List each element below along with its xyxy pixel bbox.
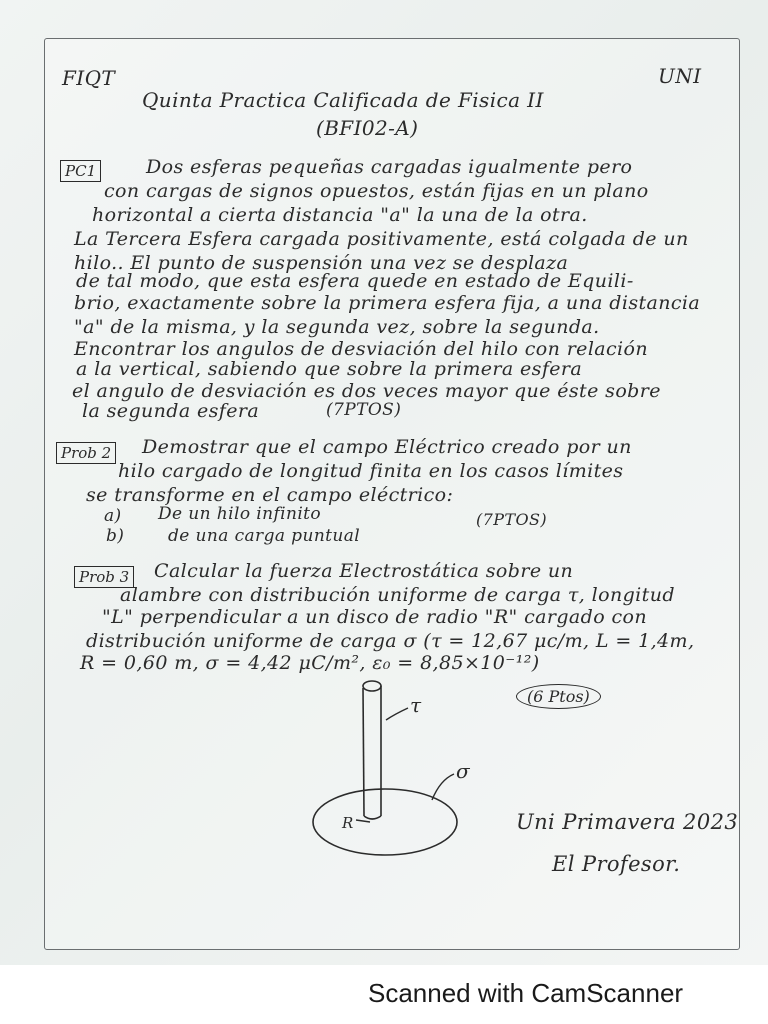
camscanner-watermark: Scanned with CamScanner bbox=[368, 978, 684, 1008]
problem1-line: "a" de la misma, y la segunda vez, sobre la segunda. bbox=[74, 316, 600, 338]
problem1-line: Dos esferas pequeñas cargadas igualmente pero bbox=[146, 156, 633, 178]
wire-bottom bbox=[364, 816, 381, 819]
exam-title: Quinta Practica Calificada de Fisica II bbox=[142, 88, 544, 112]
problem2-item-text: De un hilo infinito bbox=[158, 504, 322, 524]
problem1-line: a la vertical, sabiendo que sobre la primera esfera bbox=[76, 358, 583, 380]
signature-date: Uni Primavera 2023 bbox=[516, 810, 739, 834]
signature-professor: El Profesor. bbox=[552, 852, 681, 876]
problem1-line: de tal modo, que esta esfera quede en estado de Equili- bbox=[76, 270, 634, 292]
problem1-line: La Tercera Esfera cargada positivamente, está colgada de un bbox=[74, 228, 689, 250]
header-right: UNI bbox=[658, 64, 702, 88]
problem1-line: brio, exactamente sobre la primera esfera fija, a una distancia bbox=[74, 292, 701, 314]
problem3-line: alambre con distribución uniforme de carga τ, longitud bbox=[120, 584, 675, 606]
problem2-line: Demostrar que el campo Eléctrico creado por un bbox=[142, 436, 632, 458]
problem2-line: se transforme en el campo eléctrico: bbox=[86, 484, 454, 506]
problem1-line: el angulo de desviación es dos veces mayor que éste sobre bbox=[72, 380, 661, 402]
problem2-item-label: b) bbox=[106, 526, 125, 546]
sigma-pointer bbox=[432, 774, 454, 800]
problem1-line: Encontrar los angulos de desviación del hilo con relación bbox=[74, 338, 649, 360]
problem3-tag: Prob 3 bbox=[74, 566, 134, 588]
wire-left-edge bbox=[363, 688, 364, 816]
problem3-line: "L" perpendicular a un disco de radio "R" cargado con bbox=[102, 606, 647, 628]
problem1-line: la segunda esfera bbox=[82, 400, 260, 422]
problem2-item-label: a) bbox=[104, 506, 122, 526]
problem1-points: (7PTOS) bbox=[326, 400, 402, 420]
problem2-points: (7PTOS) bbox=[476, 510, 547, 529]
problem3-line: R = 0,60 m, σ = 4,42 μC/m², ε₀ = 8,85×10⁻¹²) bbox=[80, 652, 540, 674]
header-left: FIQT bbox=[62, 66, 116, 90]
problem1-line: con cargas de signos opuestos, están fijas en un plano bbox=[104, 180, 649, 202]
problem2-line: hilo cargado de longitud finita en los casos límites bbox=[118, 460, 624, 482]
disk-ellipse bbox=[313, 789, 457, 855]
wire-top bbox=[363, 681, 381, 691]
problem1-tag: PC1 bbox=[60, 160, 101, 182]
radius-line bbox=[356, 820, 370, 822]
tau-label: τ bbox=[410, 693, 422, 717]
sigma-label: σ bbox=[456, 759, 470, 783]
problem2-item-text: de una carga puntual bbox=[168, 526, 361, 546]
course-code: (BFI02-A) bbox=[316, 116, 419, 140]
tau-pointer bbox=[386, 708, 408, 720]
problem1-line: horizontal a cierta distancia "a" la una de la otra. bbox=[92, 204, 588, 226]
problem3-line: Calcular la fuerza Electrostática sobre un bbox=[154, 560, 574, 582]
problem3-line: distribución uniforme de carga σ (τ = 12,67 μc/m, L = 1,4m, bbox=[86, 630, 695, 652]
radius-label: R bbox=[342, 814, 354, 832]
wire-disk-figure bbox=[290, 670, 510, 870]
problem2-tag: Prob 2 bbox=[56, 442, 116, 464]
problem3-points: (6 Ptos) bbox=[516, 684, 601, 709]
problem1-line: hilo.. El punto de suspensión una vez se desplaza bbox=[74, 252, 569, 274]
